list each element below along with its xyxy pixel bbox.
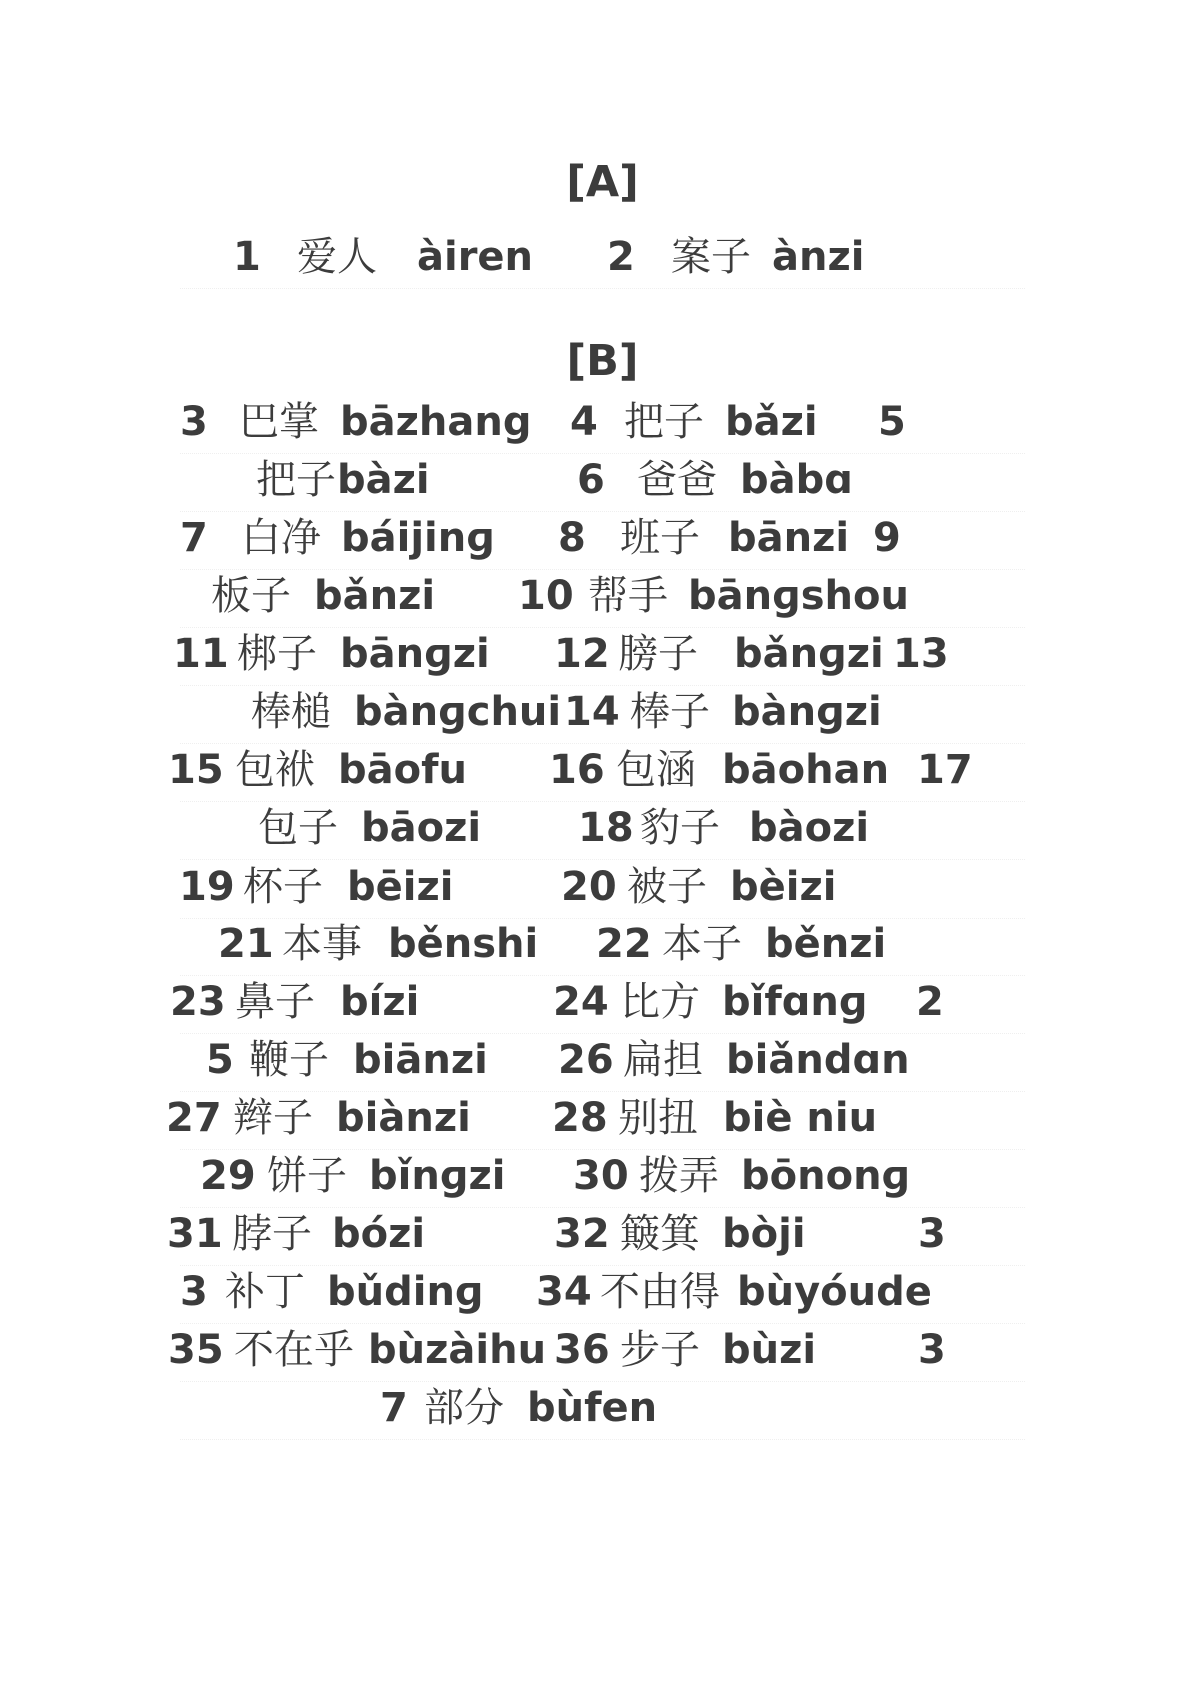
entry-hanzi: 包袱 xyxy=(235,747,315,793)
entry-pinyin: bāozi xyxy=(361,805,482,851)
entry-hanzi: 脖子 xyxy=(232,1211,312,1257)
entry-number: 3 xyxy=(918,1211,946,1257)
entry-hanzi: 帮手 xyxy=(588,573,668,619)
entry-number: 1 xyxy=(233,234,261,280)
entry-number: 13 xyxy=(893,631,949,677)
entry-number: 18 xyxy=(578,805,634,851)
entry-number: 19 xyxy=(179,864,235,910)
vocab-line xyxy=(167,1202,1025,1266)
entry-pinyin: bàozi xyxy=(749,805,870,851)
vocab-line xyxy=(180,506,1025,570)
entry-pinyin: bēizi xyxy=(347,864,454,910)
entry-number: 34 xyxy=(536,1269,592,1315)
entry-pinyin: bànɡzi xyxy=(732,689,882,735)
entry-hanzi: 白净 xyxy=(241,515,321,561)
entry-number: 5 xyxy=(878,399,906,445)
entry-number: 5 xyxy=(206,1037,234,1083)
entry-pinyin: biǎndɑn xyxy=(726,1037,910,1083)
entry-pinyin: bǐfɑnɡ xyxy=(722,979,868,1025)
entry-pinyin: bǔdinɡ xyxy=(327,1269,484,1315)
vocab-line xyxy=(180,225,1025,289)
entry-number: 32 xyxy=(554,1211,610,1257)
vocab-line xyxy=(168,1318,1025,1382)
entry-number: 26 xyxy=(558,1037,614,1083)
entry-hanzi: 拨弄 xyxy=(639,1153,719,1199)
vocab-line xyxy=(166,1086,1025,1150)
entry-pinyin: bānɡshou xyxy=(688,573,909,619)
entry-pinyin: bāofu xyxy=(338,747,467,793)
entry-hanzi: 膀子 xyxy=(618,631,698,677)
entry-hanzi: 杯子 xyxy=(243,864,323,910)
vocab-line xyxy=(180,390,1025,454)
entry-pinyin: bǎzi xyxy=(725,399,818,445)
entry-pinyin: bízi xyxy=(340,979,420,1025)
entry-number: 21 xyxy=(218,921,274,967)
entry-number: 31 xyxy=(167,1211,223,1257)
entry-number: 14 xyxy=(564,689,620,735)
entry-hanzi: 步子 xyxy=(620,1327,700,1373)
entry-pinyin: bǎnzi xyxy=(314,573,436,619)
vocab-line xyxy=(168,738,1025,802)
entry-pinyin: bānɡzi xyxy=(340,631,490,677)
entry-number: 24 xyxy=(553,979,609,1025)
entry-number: 3 xyxy=(180,1269,208,1315)
entry-number: 30 xyxy=(573,1153,629,1199)
vocab-line xyxy=(180,912,1025,976)
entry-hanzi: 鼻子 xyxy=(235,979,315,1025)
entry-number: 4 xyxy=(570,399,598,445)
entry-hanzi: 爸爸 xyxy=(637,457,717,503)
entry-hanzi: 部分 xyxy=(424,1385,504,1431)
entry-number: 10 xyxy=(518,573,574,619)
entry-number: 16 xyxy=(549,747,605,793)
entry-pinyin: bùzàihu xyxy=(368,1327,547,1373)
entry-hanzi: 把子 xyxy=(256,457,336,503)
entry-number: 27 xyxy=(166,1095,222,1141)
vocab-line xyxy=(180,855,1025,919)
entry-number: 28 xyxy=(552,1095,608,1141)
entry-hanzi: 梆子 xyxy=(237,631,317,677)
entry-number: 23 xyxy=(170,979,226,1025)
entry-number: 2 xyxy=(916,979,944,1025)
entry-number: 6 xyxy=(577,457,605,503)
entry-hanzi: 豹子 xyxy=(640,805,720,851)
section-a-header: [A] xyxy=(566,157,639,207)
entry-pinyin: bōnonɡ xyxy=(741,1153,911,1199)
vocab-line xyxy=(180,1028,1025,1092)
entry-hanzi: 不在乎 xyxy=(234,1327,354,1373)
vocab-line xyxy=(180,1144,1025,1208)
vocab-line xyxy=(180,1260,1025,1324)
entry-pinyin: bùfen xyxy=(527,1385,658,1431)
vocab-line xyxy=(180,680,1025,744)
vocab-line xyxy=(180,448,1025,512)
entry-pinyin: báijinɡ xyxy=(341,515,495,561)
entry-hanzi: 板子 xyxy=(211,573,291,619)
entry-hanzi: 不由得 xyxy=(600,1269,720,1315)
entry-number: 11 xyxy=(173,631,229,677)
entry-pinyin: běnshi xyxy=(388,921,539,967)
entry-number: 3 xyxy=(180,399,208,445)
entry-pinyin: ànzi xyxy=(772,234,865,280)
entry-hanzi: 扁担 xyxy=(623,1037,703,1083)
entry-pinyin: bànɡchui xyxy=(354,689,562,735)
entry-hanzi: 别扭 xyxy=(618,1095,698,1141)
entry-hanzi: 本事 xyxy=(282,921,362,967)
entry-pinyin: bùyóude xyxy=(737,1269,932,1315)
vocab-line xyxy=(180,1376,1025,1440)
entry-pinyin: bǎnɡzi xyxy=(734,631,884,677)
entry-number: 3 xyxy=(918,1327,946,1373)
entry-number: 36 xyxy=(554,1327,610,1373)
vocab-line xyxy=(170,970,1025,1034)
entry-pinyin: biànzi xyxy=(336,1095,471,1141)
entry-hanzi: 棒子 xyxy=(630,689,710,735)
entry-hanzi: 饼子 xyxy=(267,1153,347,1199)
entry-hanzi: 包涵 xyxy=(616,747,696,793)
entry-number: 8 xyxy=(558,515,586,561)
entry-number: 9 xyxy=(873,515,901,561)
entry-pinyin: bàzi xyxy=(337,457,430,503)
entry-number: 7 xyxy=(380,1385,408,1431)
entry-number: 2 xyxy=(607,234,635,280)
entry-number: 15 xyxy=(168,747,224,793)
entry-pinyin: bàbɑ xyxy=(740,457,853,503)
entry-pinyin: biānzi xyxy=(353,1037,488,1083)
entry-hanzi: 巴掌 xyxy=(239,399,319,445)
entry-number: 7 xyxy=(180,515,208,561)
entry-pinyin: běnzi xyxy=(765,921,887,967)
entry-number: 20 xyxy=(561,864,617,910)
entry-pinyin: bǐnɡzi xyxy=(369,1153,506,1199)
entry-pinyin: bèizi xyxy=(730,864,837,910)
entry-hanzi: 班子 xyxy=(620,515,700,561)
entry-pinyin: àiren xyxy=(417,234,534,280)
entry-number: 22 xyxy=(596,921,652,967)
vocab-line xyxy=(180,564,1025,628)
entry-hanzi: 把子 xyxy=(624,399,704,445)
entry-hanzi: 案子 xyxy=(671,234,751,280)
entry-pinyin: bānzi xyxy=(728,515,850,561)
entry-pinyin: bāohan xyxy=(722,747,890,793)
entry-number: 29 xyxy=(200,1153,256,1199)
entry-hanzi: 爱人 xyxy=(297,234,377,280)
entry-pinyin: biè niu xyxy=(723,1095,878,1141)
vocab-line xyxy=(173,622,1025,686)
entry-hanzi: 补丁 xyxy=(225,1269,305,1315)
entry-hanzi: 辫子 xyxy=(233,1095,313,1141)
section-b-header: [B] xyxy=(566,336,639,386)
entry-hanzi: 被子 xyxy=(627,864,707,910)
entry-number: 12 xyxy=(554,631,610,677)
entry-number: 17 xyxy=(917,747,973,793)
entry-pinyin: bùzi xyxy=(722,1327,817,1373)
entry-pinyin: bózi xyxy=(332,1211,426,1257)
entry-hanzi: 棒槌 xyxy=(251,689,331,735)
entry-pinyin: bòji xyxy=(722,1211,806,1257)
entry-hanzi: 比方 xyxy=(620,979,700,1025)
entry-hanzi: 簸箕 xyxy=(620,1211,700,1257)
entry-number: 35 xyxy=(168,1327,224,1373)
entry-hanzi: 包子 xyxy=(258,805,338,851)
entry-pinyin: bāzhang xyxy=(340,399,532,445)
entry-hanzi: 本子 xyxy=(662,921,742,967)
entry-hanzi: 鞭子 xyxy=(249,1037,329,1083)
vocab-line xyxy=(180,796,1025,860)
